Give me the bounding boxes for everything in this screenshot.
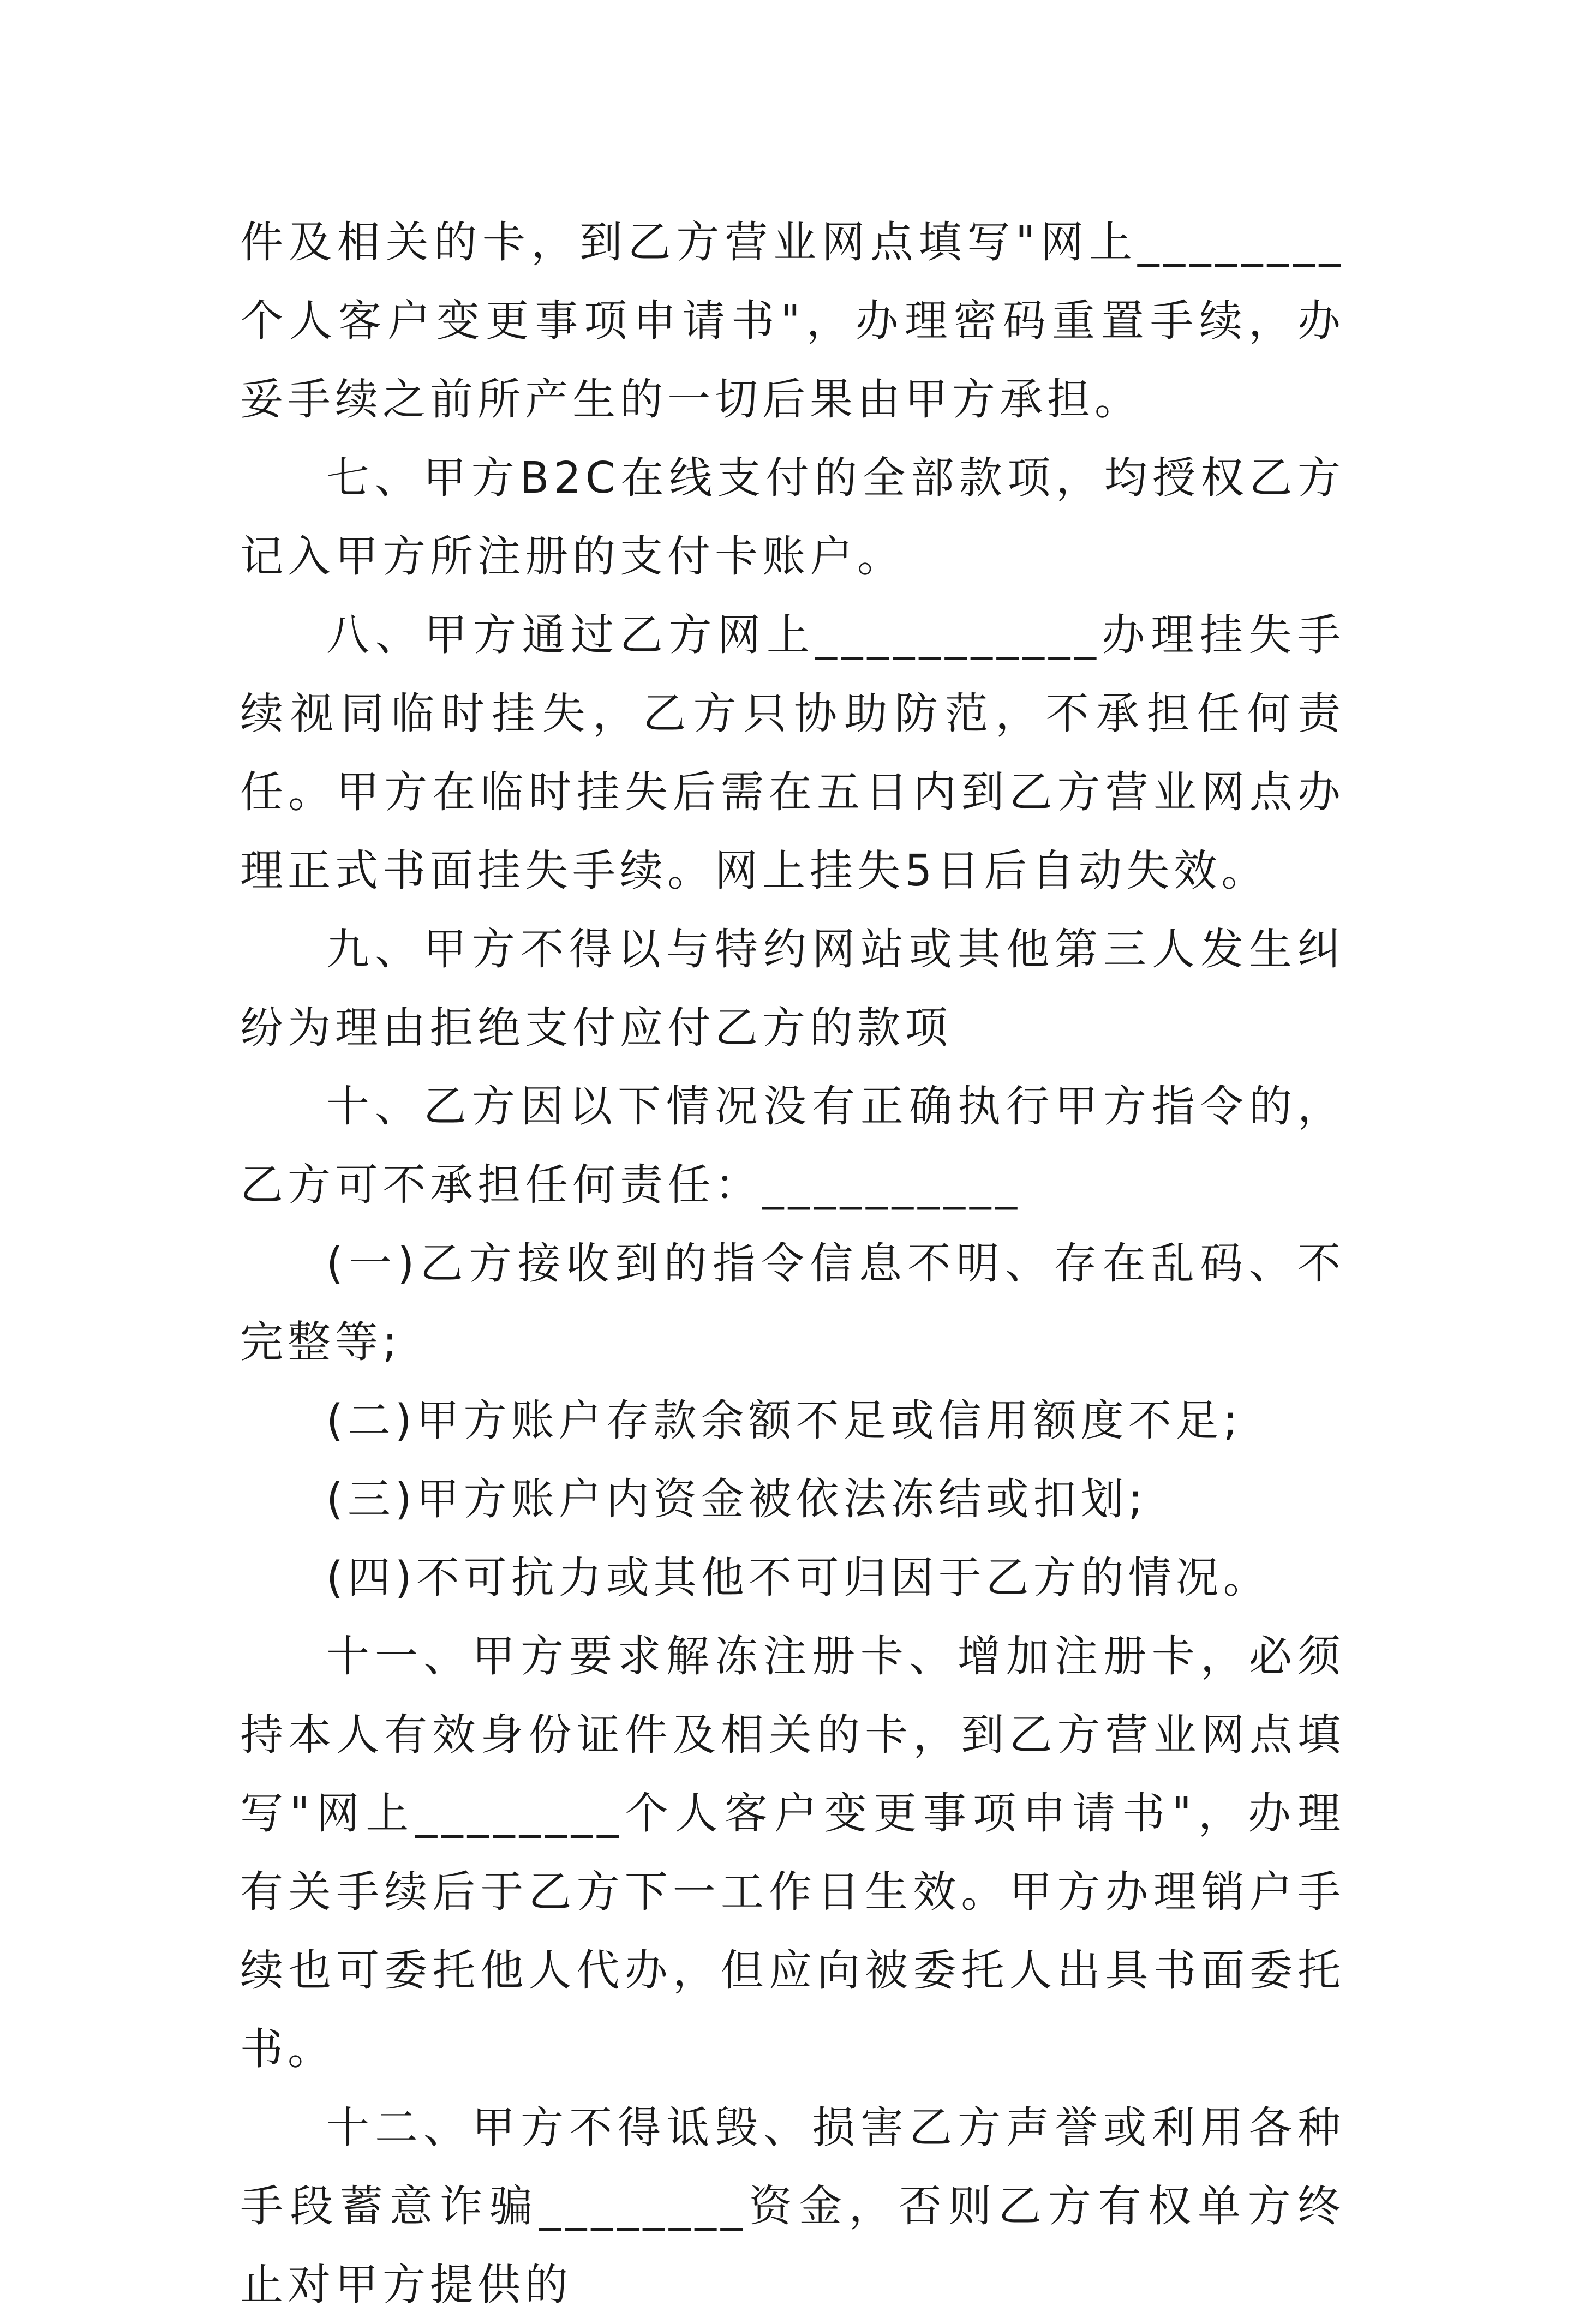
paragraph-article-10-item-3: (三)甲方账户内资金被依法冻结或扣划; <box>326 1474 1147 1524</box>
paragraph-article-10-item-4: (四)不可抗力或其他不可归因于乙方的情况。 <box>326 1553 1271 1603</box>
document-body <box>240 203 1345 2324</box>
paragraph-article-10-item-1: (一)乙方接收到的指令信息不明、存在乱码、不完整等; <box>240 1238 1345 1367</box>
paragraph-article-12: 十二、甲方不得诋毁、损害乙方声誉或利用各种手段蓄意诈骗________资金，否则乙方有权单方终止对甲方提供的 <box>240 2103 1345 2310</box>
paragraph-article-10: 十、乙方因以下情况没有正确执行甲方指令的，乙方可不承担任何责任：__________ <box>240 1081 1345 1210</box>
paragraph-article-11: 十一、甲方要求解冻注册卡、增加注册卡，必须持本人有效身份证件及相关的卡，到乙方营业网点填写"网上________个人客户变更事项申请书"，办理有关手续后于乙方下一工作日生效。甲方办理销户手续也可委托他人代办，但应向被委托人出具书面委托书。 <box>240 1631 1345 2074</box>
paragraph-article-8: 八、甲方通过乙方网上___________办理挂失手续视同临时挂失，乙方只协助防范，不承担任何责任。甲方在临时挂失后需在五日内到乙方营业网点办理正式书面挂失手续。网上挂失5日后自动失效。 <box>240 610 1345 896</box>
paragraph-article-10-item-2: (二)甲方账户存款余额不足或信用额度不足; <box>326 1395 1242 1446</box>
paragraph-article-9: 九、甲方不得以与特约网站或其他第三人发生纠纷为理由拒绝支付应付乙方的款项 <box>240 924 1345 1053</box>
paragraph-article-7: 七、甲方B2C在线支付的全部款项，均授权乙方记入甲方所注册的支付卡账户。 <box>240 453 1345 582</box>
paragraph-continuation: 件及相关的卡，到乙方营业网点填写"网上________个人客户变更事项申请书"，办理密码重置手续，办妥手续之前所产生的一切后果由甲方承担。 <box>240 217 1345 424</box>
